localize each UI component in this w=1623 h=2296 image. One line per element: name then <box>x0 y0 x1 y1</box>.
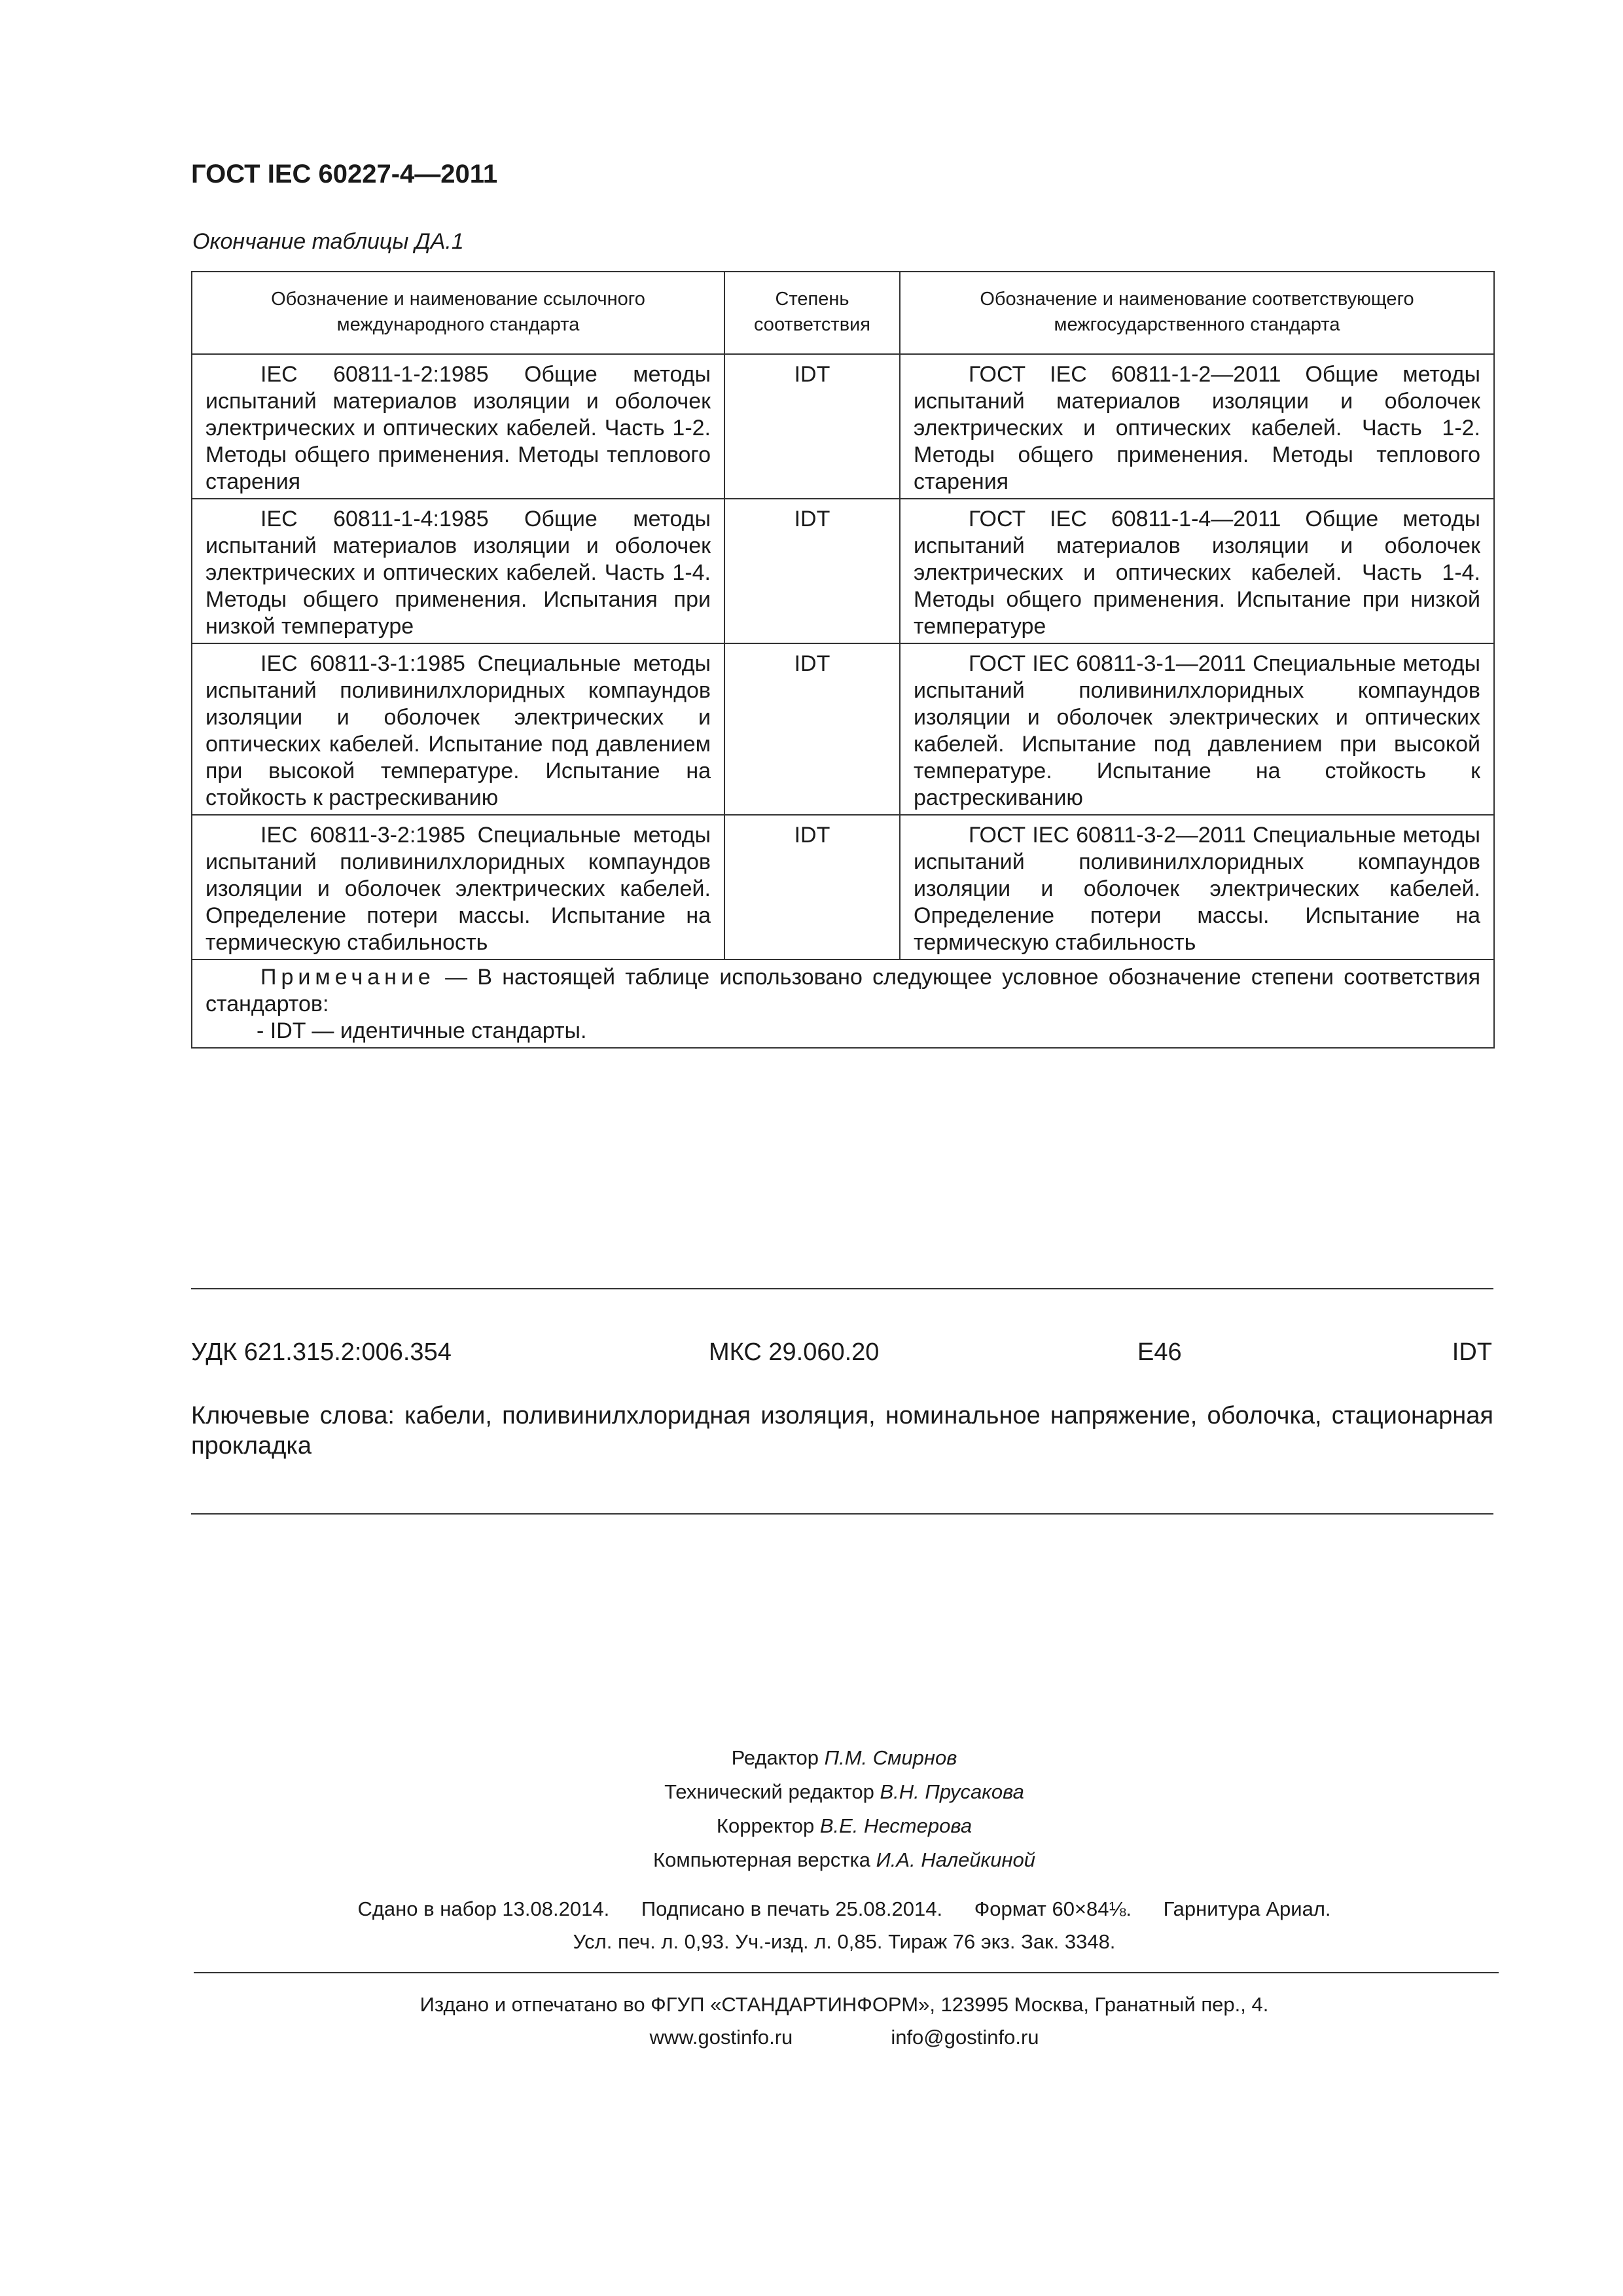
staff-line-layout: Компьютерная верстка И.А. Налейкиной <box>653 1848 1035 1871</box>
submitted-date: Сдано в набор 13.08.2014. <box>357 1897 610 1920</box>
keywords: Ключевые слова: кабели, поливинилхлоридная изоляция, номинальное напряжение, оболочка, стационарная прокладка <box>191 1402 1493 1460</box>
table-row <box>192 815 1494 960</box>
table-row <box>192 499 1494 643</box>
gost-standard-cell: ГОСТ IEC 60811-1-4—2011 Общие методы испытаний материалов изоляции и оболочек электрических и оптических кабелей. Часть 1-4. Методы общего применения. Испытание при низкой температуре <box>900 499 1494 643</box>
publisher-contacts <box>0 2021 1623 2054</box>
divider-publisher <box>194 1972 1499 1973</box>
reference-standard-cell: IEC 60811-1-4:1985 Общие методы испытаний материалов изоляции и оболочек электрических и оптических кабелей. Часть 1-4. Методы общего применения. Испытания при низкой температуре <box>192 499 724 643</box>
print-info <box>0 1893 1623 1958</box>
print-info-line-2 <box>0 1926 1623 1958</box>
gost-standard-cell: ГОСТ IEC 60811-3-1—2011 Специальные методы испытаний поливинилхлоридных компаундов изоляции и оболочек электрических и оптических кабелей. Испытание под давлением при высокой температуре. Испытание на стойкость к растрескиванию <box>900 643 1494 815</box>
degree-cell: IDT <box>724 815 900 960</box>
table-header-row <box>192 272 1494 354</box>
mks-code: МКС 29.060.20 <box>709 1338 880 1366</box>
degree-cell: IDT <box>724 499 900 643</box>
table-note-text <box>205 964 1480 1018</box>
circulation: Тираж 76 экз. <box>888 1930 1016 1953</box>
note-body: — В настоящей таблице использовано следующее условное обозначение степени соответствия стандартов: <box>205 965 1480 1016</box>
editorial-staff <box>0 1741 1623 1877</box>
print-info-line-1 <box>0 1893 1623 1926</box>
reference-standard-cell: IEC 60811-1-2:1985 Общие методы испытаний материалов изоляции и оболочек электрических и оптических кабелей. Часть 1-2. Методы общего применения. Методы теплового старения <box>192 354 724 499</box>
reference-standard-cell: IEC 60811-3-1:1985 Специальные методы испытаний поливинилхлоридных компаундов изоляции и оболочек электрических и оптических кабелей. Испытание под давлением при высокой температуре. Испытание на стойкость к растрескиванию <box>192 643 724 815</box>
table-row <box>192 354 1494 499</box>
reference-standard-cell: IEC 60811-3-2:1985 Специальные методы испытаний поливинилхлоридных компаундов изоляции и оболочек электрических кабелей. Определение потери массы. Испытание на термическую стабильность <box>192 815 724 960</box>
staff-name: В.Е. Нестерова <box>819 1814 972 1837</box>
column-header-gost: Обозначение и наименование соответствующего межгосударственного стандарта <box>900 272 1494 354</box>
print-sheets: Усл. печ. л. 0,93. <box>573 1930 730 1953</box>
document-title: ГОСТ IEC 60227-4—2011 <box>191 160 498 188</box>
column-header-reference: Обозначение и наименование ссылочного международного стандарта <box>192 272 724 354</box>
divider-top <box>191 1288 1493 1289</box>
udk-code: УДК 621.315.2:006.354 <box>191 1338 452 1366</box>
signed-date: Подписано в печать 25.08.2014. <box>641 1897 943 1920</box>
table-caption: Окончание таблицы ДА.1 <box>192 229 464 254</box>
email-link[interactable]: info@gostinfo.ru <box>891 2026 1039 2049</box>
staff-name: В.Н. Прусакова <box>880 1780 1024 1803</box>
typeface: Гарнитура Ариал. <box>1163 1897 1331 1920</box>
staff-line-proofreader: Корректор В.Е. Нестерова <box>716 1814 972 1837</box>
okp-code: Е46 <box>1137 1338 1182 1366</box>
publication-sheets: Уч.-изд. л. 0,85. <box>735 1930 883 1953</box>
paper-format: Формат 60×84⅛. <box>974 1897 1132 1920</box>
publisher-line: Издано и отпечатано во ФГУП «СТАНДАРТИНФОРМ», 123995 Москва, Гранатный пер., 4. <box>419 1993 1269 2016</box>
correspondence-table <box>191 271 1495 1049</box>
conformity-degree: IDT <box>1452 1338 1492 1366</box>
website-link[interactable]: www.gostinfo.ru <box>649 2026 793 2049</box>
staff-line-editor: Редактор П.М. Смирнов <box>731 1746 957 1769</box>
table-note-cell <box>192 960 1494 1048</box>
degree-cell: IDT <box>724 643 900 815</box>
staff-name: П.М. Смирнов <box>824 1746 957 1769</box>
staff-line-tech-editor: Технический редактор В.Н. Прусакова <box>664 1780 1024 1803</box>
column-header-degree: Степень соответствия <box>724 272 900 354</box>
staff-name: И.А. Налейкиной <box>876 1848 1035 1871</box>
note-item: - IDT — идентичные стандарты. <box>257 1018 587 1043</box>
degree-cell: IDT <box>724 354 900 499</box>
table-row <box>192 643 1494 815</box>
order-number: Зак. 3348. <box>1021 1930 1116 1953</box>
note-label: Примечание <box>260 965 435 990</box>
gost-standard-cell: ГОСТ IEC 60811-1-2—2011 Общие методы испытаний материалов изоляции и оболочек электрических и оптических кабелей. Часть 1-2. Методы общего применения. Методы теплового старения <box>900 354 1494 499</box>
table-note-row <box>192 960 1494 1048</box>
divider-bottom <box>191 1513 1493 1515</box>
publisher-info <box>0 1988 1623 2054</box>
gost-standard-cell: ГОСТ IEC 60811-3-2—2011 Специальные методы испытаний поливинилхлоридных компаундов изоляции и оболочек электрических кабелей. Определение потери массы. Испытание на термическую стабильность <box>900 815 1494 960</box>
